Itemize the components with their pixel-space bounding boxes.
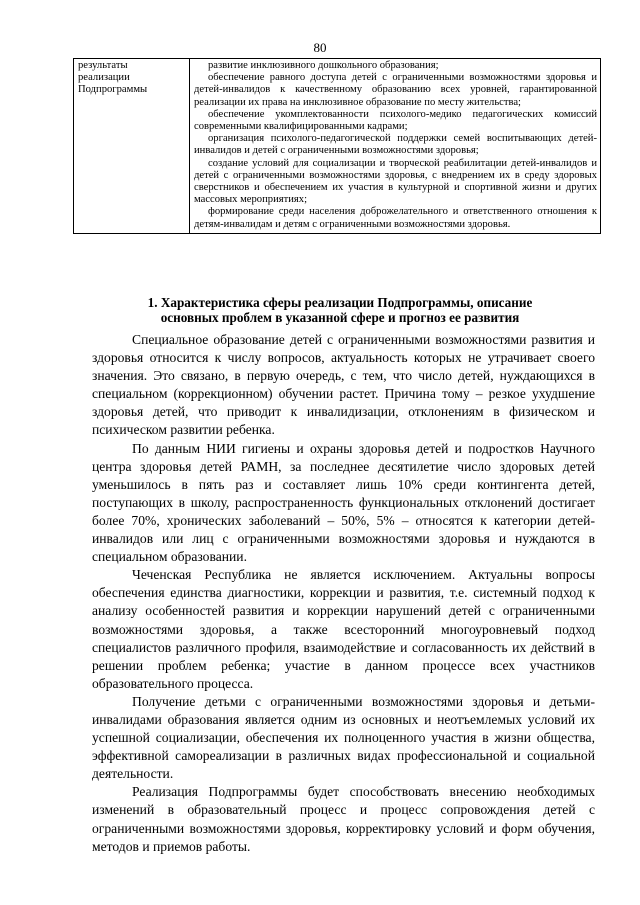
outcome-item: обеспечение укомплектованности психолого-медико педагогических комиссий современными квалифицированными кадрами;: [194, 108, 597, 133]
section-heading-line: 1. Характеристика сферы реализации Подпрограммы, описание: [147, 295, 533, 310]
label-line: результаты: [78, 60, 128, 71]
paragraph: Реализация Подпрограммы будет способствовать внесению необходимых изменений в образовательный процесс и процесс сопровождения детей с ограниченными возможностями здоровья, корректировку условий и форм обучения, методов и приемов работы.: [92, 784, 595, 854]
outcome-item: организация психолого-педагогической поддержки семей воспитывающих детей-инвалидов и детей с ограниченными возможностями здоровья;: [194, 133, 597, 157]
outcomes-table: [73, 58, 601, 234]
label-line: реализации: [78, 72, 130, 84]
outcome-item: формирование среди населения доброжелательного и ответственного отношения к детям-инвалидам и детям с ограниченными возможностями здоровья.: [194, 206, 597, 230]
label-line: Подпрограммы: [78, 84, 148, 96]
section-heading-line: основных проблем в указанной сфере и прогноз ее развития: [160, 309, 520, 325]
outcome-item: развитие инклюзивного дошкольного образования;: [208, 60, 439, 71]
outcome-item: создание условий для социализации и творческой реабилитации детей-инвалидов и детей с ограниченными возможностями здоровья, с внедрением их в среду здоровых сверстников и обеспечением их участия в культурной и спортивной жизни и других массовых мероприятиях;: [194, 157, 597, 206]
page-number: 80: [313, 40, 327, 55]
table-label-cell: [74, 59, 190, 234]
body-text: [92, 331, 595, 856]
table-content-cell: [190, 59, 601, 234]
section-heading: [100, 296, 580, 325]
paragraph: Получение детьми с ограниченными возможностями здоровья и детьми-инвалидами образования является одним из основных и неотъемлемых условий их успешной социализации, обеспечения их полноценного участия в жизни общества, эффективной самореализации в различных видах профессиональной и социальной деятельности.: [92, 693, 595, 782]
paragraph: Специальное образование детей с ограниченными возможностями развития и здоровья относится к числу вопросов, актуальность которых не утрачивает своего значения. Это связано, в первую очередь, с тем, что число детей, нуждающихся в специальном (коррекционном) обучении растет. Причина тому – резкое ухудшение здоровья детей, что приводит к инвалидизации, отклонениям в физическом и психическом развитии ребенка.: [92, 332, 595, 438]
table-row: [74, 59, 601, 234]
outcome-item: обеспечение равного доступа детей с ограниченными возможностями здоровья и детей-инвалидов к качественному образованию всех уровней, гарантированной реализации их права на инклюзивное образование по месту жительства;: [194, 72, 597, 108]
paragraph: Чеченская Республика не является исключением. Актуальны вопросы обеспечения единства диагностики, коррекции и развития, т.е. системный подход к анализу особенностей развития и коррекции нарушений детей с ограниченными возможностями здоровья, а также всесторонний многоуровневый подход специалистов различного профиля, взаимодействие и согласованность их действий в решении проблем ребенка; участие в данном процессе всех участников образовательного процесса.: [92, 567, 595, 691]
paragraph: По данным НИИ гигиены и охраны здоровья детей и подростков Научного центра здоровья детей РАМН, за последнее десятилетие число здоровых детей уменьшилось в пять раз и составляет лишь 10% среди контингента детей, поступающих в школу, распространенность функциональных отклонений достигает более 70%, хронических заболеваний – 50%, 5% – относятся к категории детей-инвалидов или лиц с ограниченными возможностями здоровья и нуждаются в специальном образовании.: [92, 440, 595, 565]
